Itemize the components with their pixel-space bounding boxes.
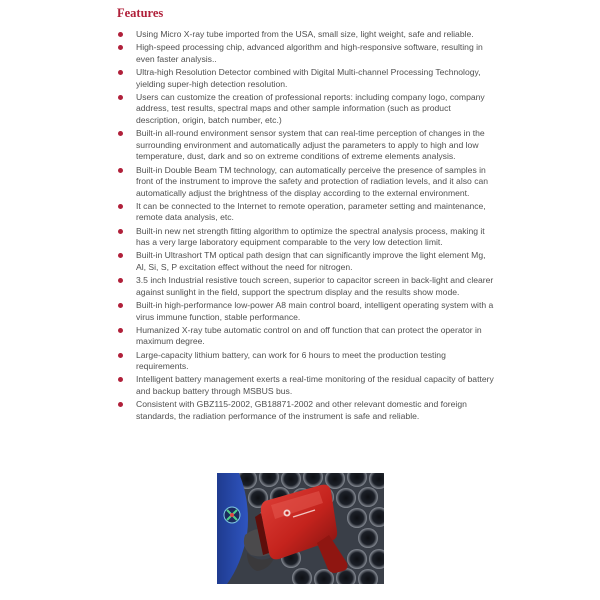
bullet-icon (118, 278, 123, 283)
sleeve-logo-icon (224, 507, 240, 523)
bullet-icon (118, 253, 123, 258)
feature-text: Using Micro X-ray tube imported from the USA, small size, light weight, safe and reliable. (136, 29, 474, 39)
bullet-icon (118, 95, 123, 100)
bullet-icon (118, 131, 123, 136)
bullet-icon (118, 45, 123, 50)
bullet-icon (118, 353, 123, 358)
list-item (117, 92, 497, 127)
bullet-icon (118, 402, 123, 407)
feature-text: Large-capacity lithium battery, can work for 6 hours to meet the production testing requirements. (136, 349, 446, 372)
features-list (117, 29, 497, 424)
list-item (117, 350, 497, 373)
feature-text: Users can customize the creation of professional reports: including company logo, company address, test results, spectral maps and other sample information (such as product description, origin, batch number, etc.) (136, 91, 485, 125)
bullet-icon (118, 32, 123, 37)
bullet-icon (118, 303, 123, 308)
list-item (117, 226, 497, 249)
feature-text: Built-in all-round environment sensor system that can real-time perception of changes in the surrounding environment and automatically adjust the parameters to apply to high and low temperature, dust, dark and so on extreme conditions of extreme elements analysis. (136, 128, 485, 162)
feature-text: It can be connected to the Internet to remote operation, parameter setting and maintenance, remote data analysis, etc. (136, 200, 486, 223)
list-item (117, 201, 497, 224)
list-item (117, 300, 497, 323)
section-heading: Features (117, 6, 164, 20)
feature-text: Built-in Double Beam TM technology, can automatically perceive the presence of samples in front of the instrument to improve the safety and protection of radiation levels, and it also can automatically adjust the brightness of the display according to the external environment. (136, 164, 489, 198)
list-item (117, 42, 497, 65)
list-item (117, 128, 497, 163)
feature-text: Built-in new net strength fitting algorithm to optimize the spectral analysis process, making it has a very large laboratory equipment comparable to the very low detection limit. (136, 225, 485, 248)
feature-text: High-speed processing chip, advanced algorithm and high-responsive software, resulting in even faster analysis.. (136, 42, 483, 64)
list-item (117, 67, 497, 90)
list-item (117, 399, 497, 422)
bullet-icon (118, 229, 123, 234)
feature-text: Consistent with GBZ115-2002, GB18871-2002 and other relevant domestic and foreign standards, the radiation performance of the instrument is safe and reliable. (136, 399, 467, 421)
feature-text: 3.5 inch Industrial resistive touch screen, superior to capacitor screen in back-light and clearer against sunlight in the field, support the spectrum display and the results show mode. (136, 275, 494, 297)
feature-text: Built-in high-performance low-power A8 main control board, intelligent operating system with a virus immune function, stable performance. (136, 300, 494, 322)
list-item (117, 165, 497, 200)
list-item (117, 275, 497, 298)
list-item (117, 325, 497, 348)
list-item (117, 29, 497, 41)
feature-text: Built-in Ultrashort TM optical path design that can significantly improve the light element Mg, Al, Si, S, P excitation effect without the need for nitrogen. (136, 250, 486, 273)
xrf-analyzer-photo-icon (217, 473, 384, 584)
feature-text: Humanized X-ray tube automatic control on and off function that can protect the operator in maximum degree. (136, 324, 482, 347)
feature-text: Intelligent battery management exerts a real-time monitoring of the residual capacity of battery and backup battery through MSBUS bus. (136, 374, 494, 396)
feature-text: Ultra-high Resolution Detector combined with Digital Multi-channel Processing Technology, yielding super-high detection resolution. (136, 66, 481, 89)
product-photo (217, 473, 384, 584)
bullet-icon (118, 377, 123, 382)
bullet-icon (118, 204, 123, 209)
bullet-icon (118, 168, 123, 173)
bullet-icon (118, 328, 123, 333)
list-item (117, 250, 497, 273)
bullet-icon (118, 70, 123, 75)
list-item (117, 374, 497, 397)
